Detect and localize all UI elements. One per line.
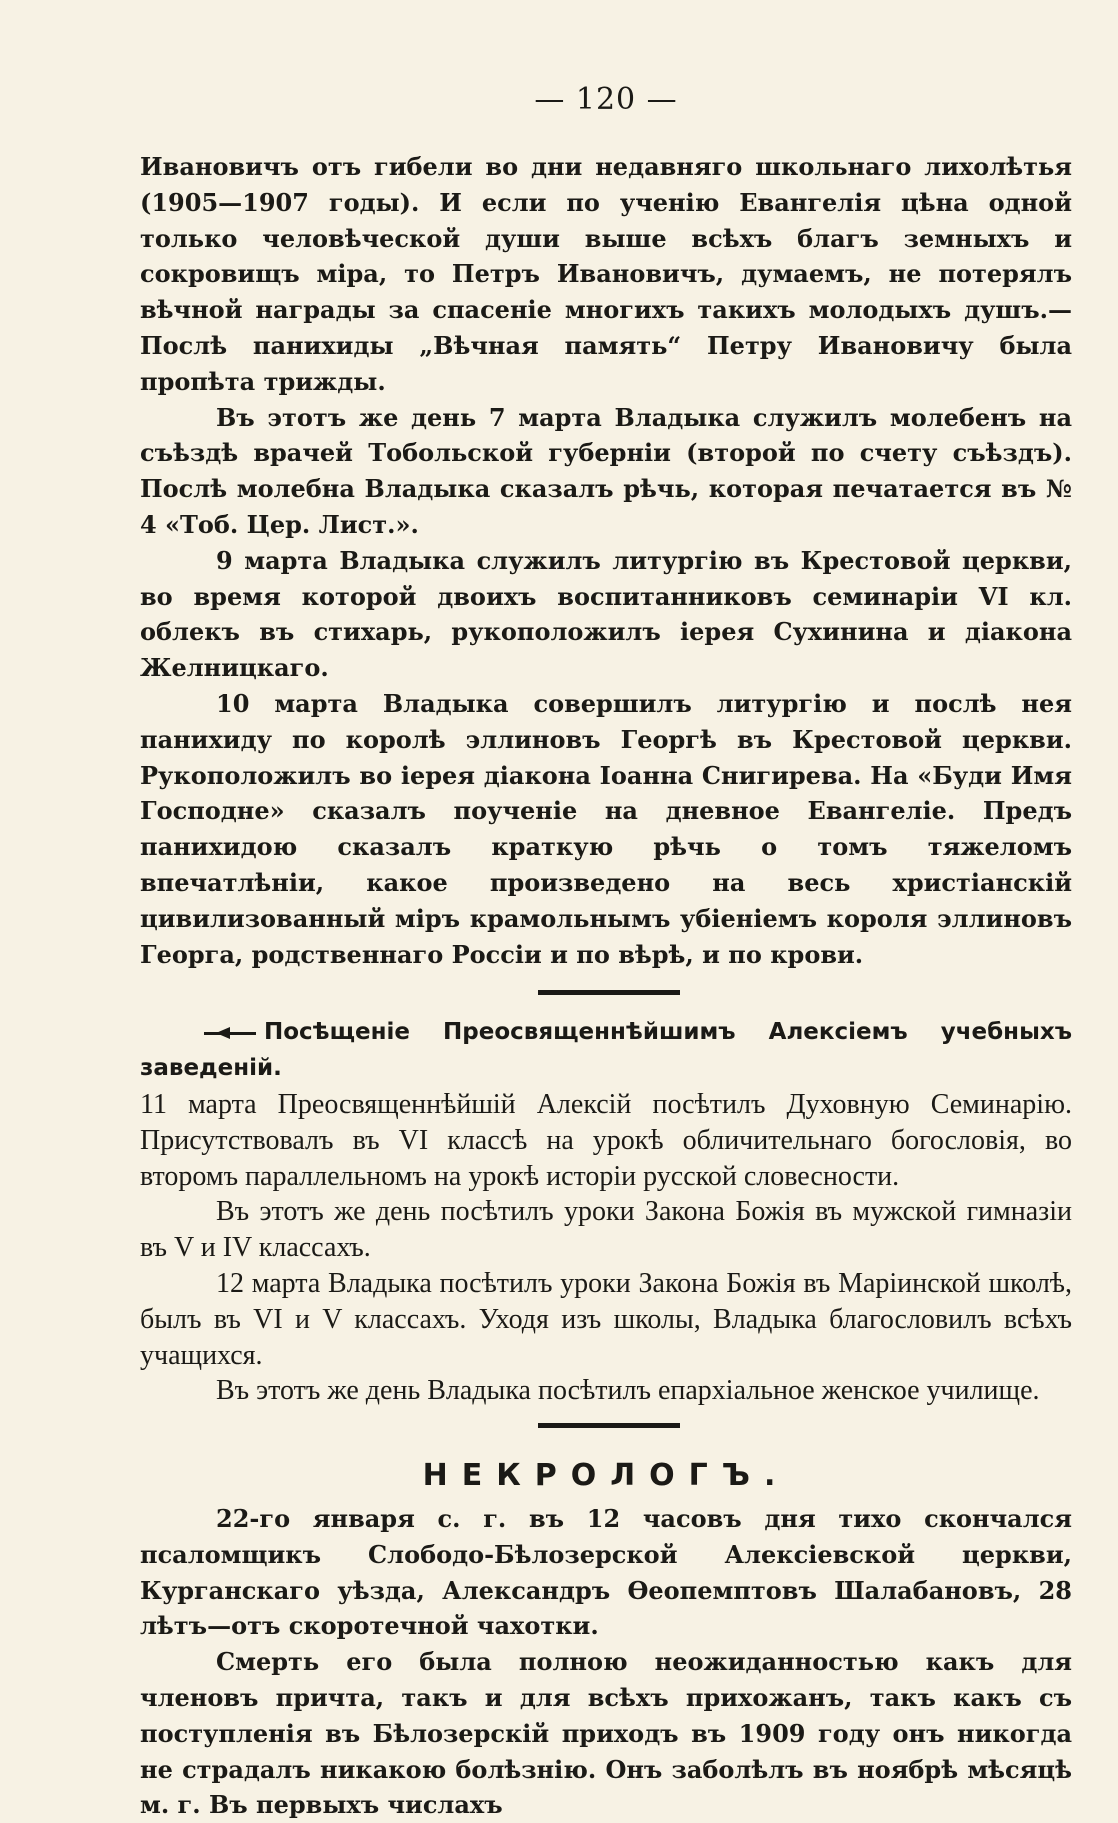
paragraph-continuation: Ивановичъ отъ гибели во дни недавняго школьнаго лихолѣтья (1905—1907 годы). И если по ученію Евангелія цѣна одной только человѣческой души выше всѣхъ благъ земныхъ и сокровищъ міра, то Петръ Ивановичъ, думаемъ, не потерялъ вѣчной награды за спасеніе многихъ такихъ молодыхъ душъ.—Послѣ панихиды „Вѣчная память“ Петру Ивановичу была пропѣта трижды. bbox=[140, 152, 1072, 396]
visit-section-heading bbox=[140, 1015, 1072, 1087]
page-number: — 120 — bbox=[534, 82, 678, 117]
page bbox=[140, 82, 1072, 1823]
visit-paragraph-gymnasium: Въ этотъ же день посѣтилъ уроки Закона Божія въ мужской гимназіи въ V и IV классахъ. bbox=[140, 1196, 1072, 1264]
paragraph-march-10: 10 марта Владыка совершилъ литургію и послѣ нея панихиду по королѣ эллиновъ Георгѣ въ Крестовой церкви. Рукоположилъ во іерея діакона Іоанна Снигирева. На «Буди Имя Господне» сказалъ поученіе на дневное Евангеліе. Предъ панихидою сказалъ краткую рѣчь о томъ тяжеломъ впечатлѣніи, какое произведено на весь христіанскій цивилизованный міръ крамольнымъ убіеніемъ короля эллиновъ Георга, родственнаго Россіи и по вѣрѣ, и по крови. bbox=[140, 688, 1072, 969]
section-divider bbox=[538, 990, 680, 995]
visit-paragraph-march-12: 12 марта Владыка посѣтилъ уроки Закона Божія въ Маріинской школѣ, былъ въ VI и V классахъ. Уходя изъ школы, Владыка благословилъ всѣхъ учащихся. bbox=[140, 1267, 1072, 1371]
paragraph-march-7: Въ этотъ же день 7 марта Владыка служилъ молебенъ на съѣздѣ врачей Тобольской губерніи (второй по счету съѣздъ). Послѣ молебна Владыка сказалъ рѣчь, которая печатается въ № 4 «Тоб. Цер. Лист.». bbox=[140, 402, 1072, 539]
visit-section-title: Посѣщеніе Преосвященнѣйшимъ Алексіемъ учебныхъ заведеній. bbox=[140, 1019, 1072, 1082]
pointer-mark-icon bbox=[204, 1026, 256, 1040]
section-divider bbox=[538, 1423, 680, 1428]
necrology-paragraph-1: 22-го января с. г. въ 12 часовъ дня тихо скончался псаломщикъ Слободо-Бѣлозерской Алексіевской церкви, Курганскаго уѣзда, Александръ Ѳеопемптовъ Шалабановъ, 28 лѣтъ—отъ скоротечной чахотки. bbox=[140, 1504, 1072, 1641]
necrology-title: НЕКРОЛОГЪ. bbox=[422, 1458, 790, 1494]
necrology-paragraph-2: Смерть его была полною неожиданностью какъ для членовъ причта, такъ и для всѣхъ прихожанъ, такъ какъ съ поступленія въ Бѣлозерскій приходъ въ 1909 году онъ никогда не страдалъ никакою болѣзнію. Онъ заболѣлъ въ ноябрѣ мѣсяцѣ м. г. Въ первыхъ числахъ bbox=[140, 1647, 1072, 1820]
visit-paragraph-march-11: 11 марта Преосвященнѣйшій Алексій посѣтилъ Духовную Семинарію. Присутствовалъ въ VI классѣ на урокѣ обличительнаго богословія, во второмъ параллельномъ на урокѣ исторіи русской словесности. bbox=[140, 1088, 1072, 1192]
paragraph-march-9: 9 марта Владыка служилъ литургію въ Крестовой церкви, во время которой двоихъ воспитанниковъ семинаріи VI кл. облекъ въ стихарь, рукоположилъ іерея Сухинина и діакона Желницкаго. bbox=[140, 545, 1072, 683]
visit-paragraph-diocesan-school: Въ этотъ же день Владыка посѣтилъ епархіальное женское училище. bbox=[216, 1375, 1040, 1407]
